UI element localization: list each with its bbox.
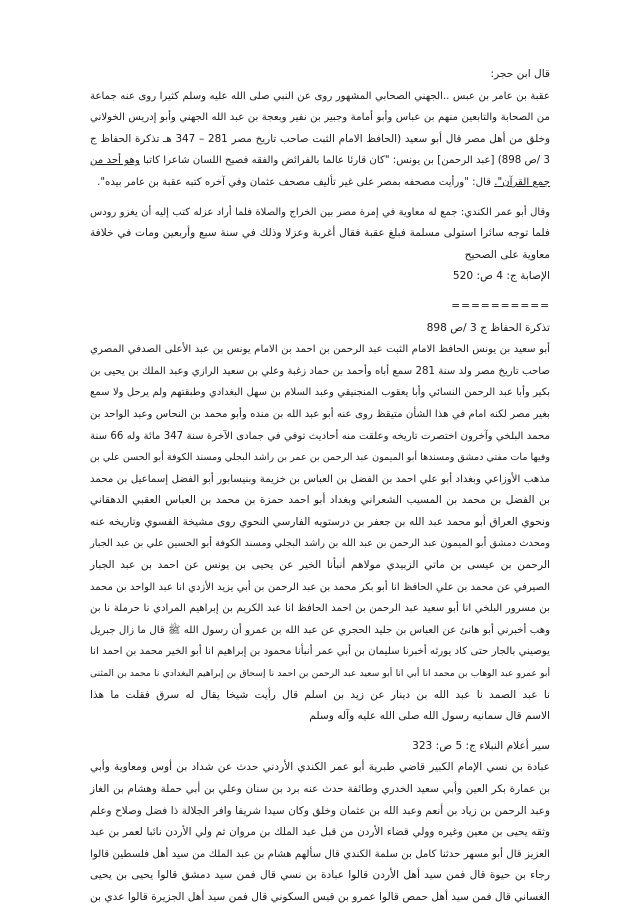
separator: ========== — [451, 299, 550, 312]
siyar-section — [90, 736, 550, 909]
text-line: رجاء بن حيوة قال فمن سيد أهل الأردن قالوا عبادة بن نسي قال فمن سيد دمشق قالوا يحيى بن يحيى — [90, 869, 550, 882]
text-line: وثقه يحيى بن معين وغيره وولي قضاء الأردن من قبل عبد الملك بن مروان ثم ولي الأردن نائبا لعمر بن عبد — [90, 826, 550, 839]
source-citation: الإصابة ج: 4 ص: 520 — [452, 270, 550, 283]
text-line: مذهب الأوزاعي وبغداد أبو علي احمد بن الفضل بن العباس بن خزيمة وبنيسابور أبو الفضل إسماعيل بن محمد — [90, 473, 550, 485]
text-line: وعبد الرحمن بن زياد بن أنعم وعبد الله بن عثمان وخلق وكان سيدا شريفا وافر الجلالة ذا فضل وصلاح وعلم — [90, 804, 550, 817]
text-line: وخلق من أهل مصر قال أبو سعيد (الحافظ الامام الثبت صاحب تاريخ مصر 281 – 347 هـ تذكرة الحفاظ ج — [90, 132, 550, 145]
text-line: وفيها مات مفتي دمشق ومسندها أبو الميمون عبد الرحمن بن عمر بن راشد البجلي ومسند الكوفة أبو الحسن علي بن — [89, 452, 550, 464]
source-citation: تذكرة الحفاظ ج 3 /ص 898 — [426, 321, 550, 334]
text-line: بغير مصر لكنه امام في هذا الشأن متيقظ روى عنه أبو عبد الله بن منده وأبو محمد بن النحاس وعبد الواحد بن — [90, 408, 550, 420]
text-line: الصيرفي عن محمد بن علي الحافظ انا أبو بكر محمد بن عبد الرحمن بن أبي يزيد الأزدي انا عبد الواحد بن محمد — [90, 581, 550, 593]
text-line: وقال أبو عمر الكندي: جمع له معاوية في إمرة مصر بين الخراج والصلاة فلما أراد عزله كتب إليه أن يغزو رودس — [90, 206, 550, 218]
text-line: وهب أخبرني أبو هانئ عن العباس بن جليد الحجري عن عبد الله بن عمرو أن رسول الله ﷺ قال ما زال جبريل — [90, 624, 550, 636]
text-line: فلما توجه سائرا استولى مسلمة فبلغ عقبة فقال أغربة وعزلا وذلك في سنة سبع وأربعين ومات في خلافة — [90, 227, 550, 240]
text-line: عبادة بن نسي الإمام الكبير قاضي طبرية أبو عمر الكندي الأردني حدث عن شداد بن أوس ومعاوية وأبي — [90, 761, 550, 774]
text-line: بن الفضل بن محمد بن المسيب الشعراني وبغداد أبو احمد حمزة بن محمد بن العباس العقبي الدهقاني — [90, 494, 550, 507]
text-line-part: 3 /ص 898) [عبد الرحمن] بن يونس: "كان قارئا عالما بالفرائض والفقه فصيح اللسان شاعرا كاتبا — [139, 155, 550, 167]
text-line: ونحوي العراق أبو محمد عبد الله بن جعفر بن درستويه الفارسي النحوي روى مشيخة الفسوي وتاريخه عنه — [90, 515, 550, 528]
text-line: معاوية على الصحيح — [464, 248, 550, 261]
text-line: أبو عمرو عبد الوهاب بن محمد انا أبي انا أبو سعيد عبد الرحمن بن احمد نا إسحاق بن إبراهيم البغدادي نا محمد بن المثنى — [90, 668, 550, 680]
text-line: الغساني قال فمن سيد أهل حمص قالوا عمرو بن قيس السكوني قال فمن سيد أهل الجزيرة قالوا عدي بن — [89, 890, 550, 903]
text-line: من الصحابة والتابعين منهم بن عباس وأبو أمامة وجبير بن نفير وبعجة بن عبد الله الجهني وأبو إدريس الخولاني — [90, 112, 550, 124]
section-heading: قال ابن حجر: — [490, 68, 550, 80]
text-line: الاسم قال سمانيه رسول الله صلى الله عليه وآله وسلم — [309, 710, 550, 723]
text-line-part: قال: "ورأيت مصحفه بمصر على غير تأليف مصحف عثمان وفي آخره كتبه عقبة بن عامر بيده". — [97, 176, 495, 188]
text-line: عقبة بن عامر بن عبس ..الجهني الصحابي المشهور روى عن النبي صلى الله عليه وسلم كثيرا روى عنه جماعة — [90, 90, 550, 102]
source-citation: سير أعلام النبلاء ج: 5 ص: 323 — [412, 739, 550, 752]
tadhkirat-section — [90, 318, 550, 728]
text-line: يوصيني بالجار حتى كاد يورثه أخبرنا سليمان بن أبي عمر أنبأنا محمود بن إبراهيم انا أبو الخير محمد بن احمد انا — [90, 646, 550, 658]
text-line-underlined-start — [90, 172, 550, 194]
text-line: بن عمارة بكر العين وأبي سعيد الخدري وطائفة حدث عنه برد بن سنان وعلي بن أبي حملة وهشام بن الغاز — [90, 783, 550, 795]
kindi-section — [90, 202, 550, 288]
text-line: ومحدث دمشق أبو الميمون عبد الرحمن بن عبد الله بن راشد البجلي ومسند الكوفة أبو الحسين علي بن عبد الجبار — [90, 538, 550, 550]
text-line: محمد البلخي وآخرون اختصرت تاريخه وعلقت منه أحاديث توفي في جمادى الآخرة سنة 347 مائة وله 66 سنة — [90, 430, 550, 442]
text-line: بن مسرور البلخي انا أبو سعيد عبد الرحمن بن احمد الحافظ انا عبد الكريم بن إبراهيم المرادي نا حرملة نا بن — [90, 603, 550, 615]
underlined-phrase: جمع القرآن". — [494, 176, 550, 188]
underlined-phrase: وهو أحد من — [90, 155, 140, 167]
text-line: الرحمن بن عيسى بن ماتي الزبيدي مولاهم أنبأنا الخير عن يحيى بن يونس عن احمد بن عبد الجبار — [90, 559, 550, 572]
text-line: العزيز قال أبو مسهر حدثنا كامل بن سلمة الكندي قال سألهم هشام بن عبد الملك من سيد أهل فلسطين قالوا — [90, 848, 550, 860]
text-line-underlined-end — [90, 150, 550, 172]
text-line: أبو سعيد بن يونس الحافظ الامام الثبت عبد الرحمن بن احمد بن الامام يونس بن عبد الأعلى الصدفي المصري — [90, 344, 550, 356]
text-line: نا عبد الصمد نا عبد الله بن دينار عن زيد بن اسلم قال رأيت شيخا يقال له سرق فقلت ما هذا — [90, 688, 550, 701]
text-line: صاحب تاريخ مصر ولد سنة 281 سمع أباه وأحمد بن حماد زغبة وعلي بن سعيد الرازي وعبد الملك بن يحيى بن — [90, 365, 550, 377]
text-line: بكير وأبا عبد الرحمن النسائي وأبا يعقوب المنجنيقي وعبد السلام بن سهل البغدادي وطبقتهم ولم يرحل ولا سمع — [90, 387, 550, 399]
ibn-hajar-section — [90, 64, 550, 194]
